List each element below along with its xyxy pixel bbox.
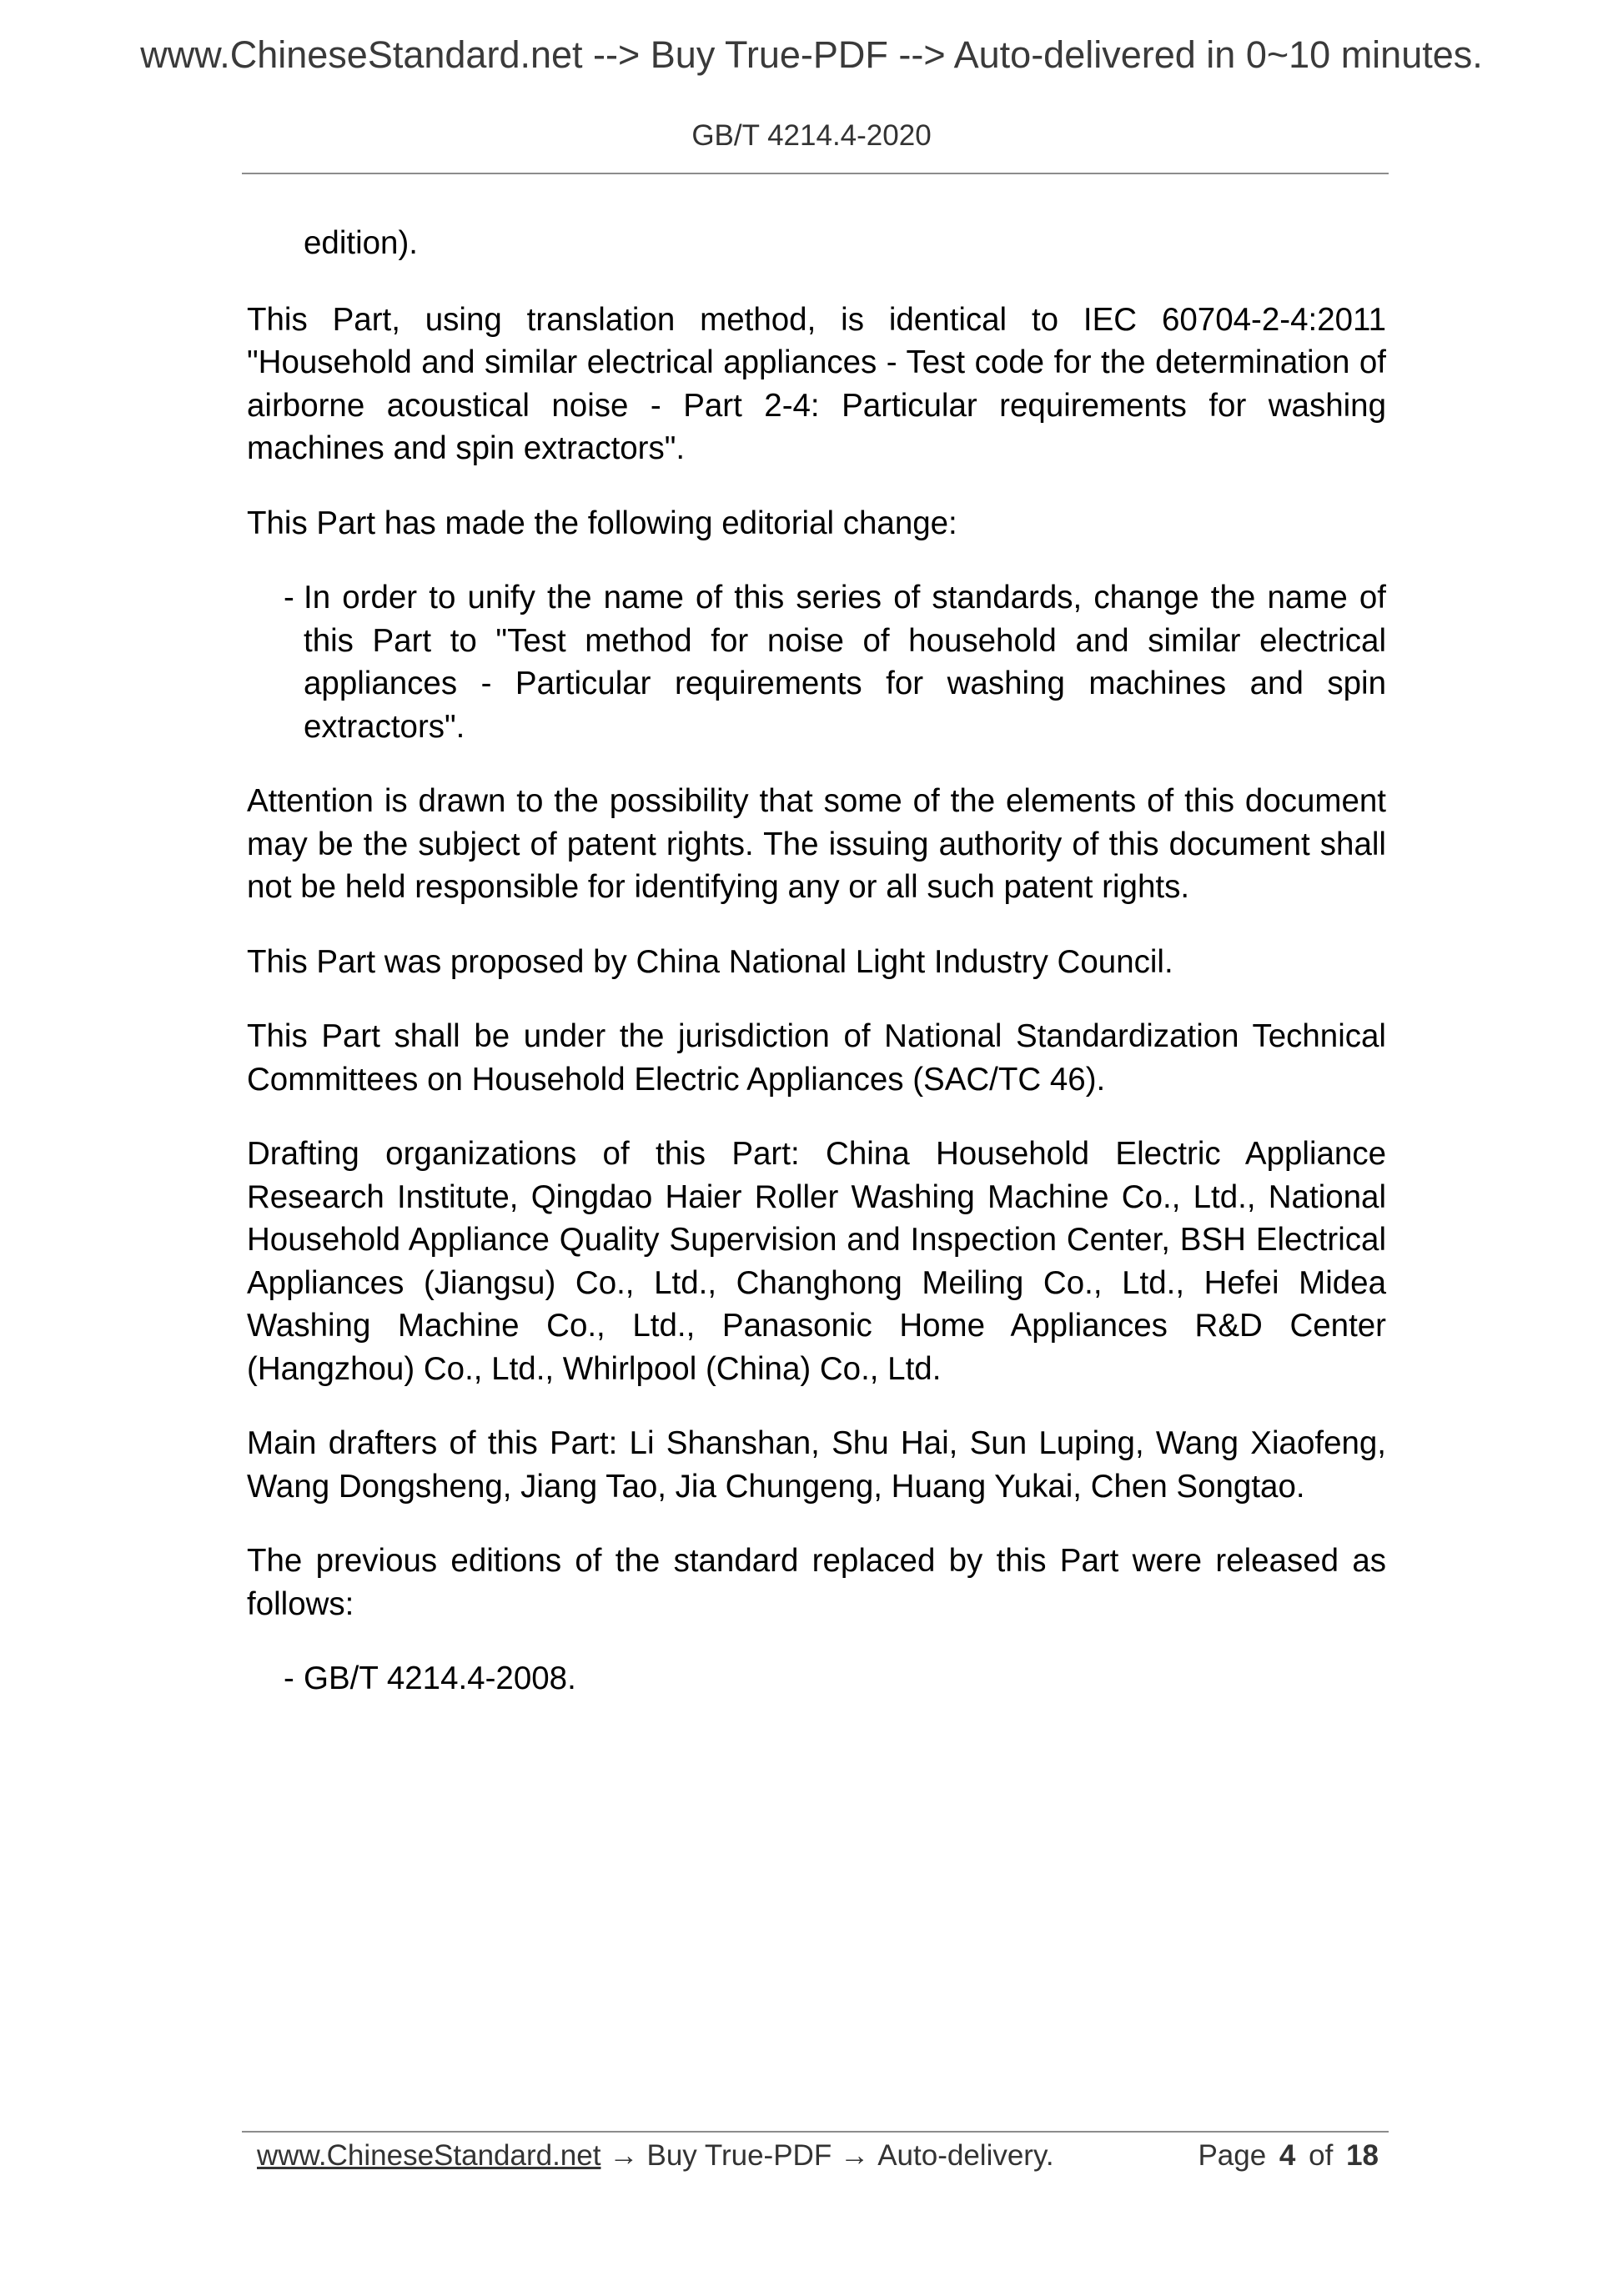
paragraph-main-drafters: Main drafters of this Part: Li Shanshan, Shu Hai, Sun Luping, Wang Xiaofeng, Wang Dongsheng, Jiang Tao, Jia Chungeng, Huang Yukai, Chen Songtao. [247,1425,1386,1505]
page-label: Page [1198,2139,1267,2172]
continuation-text: edition). [304,225,418,261]
site-banner: www.ChineseStandard.net --> Buy True-PDF --> Auto-delivered in 0~10 minutes. [140,33,1483,76]
footer-buy-text: Buy True-PDF [646,2139,832,2172]
document-body [247,222,1386,1732]
paragraph-editorial-change: This Part has made the following editorial change: [247,505,957,541]
footer-promo [257,2139,1054,2173]
right-arrow-icon: → [840,2139,870,2172]
page-counter [1193,2139,1379,2173]
list-item-name-change [247,576,1386,748]
total-pages: 18 [1346,2139,1379,2172]
footer-site-link[interactable]: www.ChineseStandard.net [257,2139,601,2172]
list-item-previous-edition [247,1657,1386,1701]
current-page: 4 [1279,2139,1296,2172]
of-label: of [1309,2139,1334,2172]
paragraph-identical-standard: This Part, using translation method, is identical to IEC 60704-2-4:2011 "Household and similar electrical appliances - Test code for the determination of airborne acoustical noise - Part 2-4: Particular requirements for washing machines and spin extractors". [247,301,1386,466]
list-dash: - [284,580,294,615]
footer-delivery-text: Auto-delivery. [877,2139,1054,2172]
page-footer [257,2133,1379,2179]
paragraph-drafting-organizations: Drafting organizations of this Part: China Household Electric Appliance Research Institute, Qingdao Haier Roller Washing Machine Co., Ltd., National Household Appliance Quality Supervision and Inspection Center, BSH Electrical Appliances (Jiangsu) Co., Ltd., Changhong Meiling Co., Ltd., Hefei Midea Washing Machine Co., Ltd., Panasonic Home Appliances R&D Center (Hangzhou) Co., Ltd., Whirlpool (China) Co., Ltd. [247,1136,1386,1387]
header-divider [242,173,1389,174]
list-item-text: In order to unify the name of this series of standards, change the name of this Part to "Test method for noise of household and similar electrical appliances - Particular requirements for washing machines and spin extractors". [304,580,1386,745]
right-arrow-icon: → [609,2139,639,2172]
document-number: GB/T 4214.4-2020 [691,119,932,152]
list-item-text: GB/T 4214.4-2008. [304,1660,576,1696]
list-dash: - [284,1660,294,1696]
paragraph-proposed-by: This Part was proposed by China National Light Industry Council. [247,943,1173,980]
paragraph-jurisdiction: This Part shall be under the jurisdiction of National Standardization Technical Committees on Household Electric Appliances (SAC/TC 46). [247,1018,1386,1098]
paragraph-previous-editions: The previous editions of the standard replaced by this Part were released as follows: [247,1543,1386,1622]
paragraph-patent-notice: Attention is drawn to the possibility that some of the elements of this document may be the subject of patent rights. The issuing authority of this document shall not be held responsible for identifying any or all such patent rights. [247,783,1386,905]
